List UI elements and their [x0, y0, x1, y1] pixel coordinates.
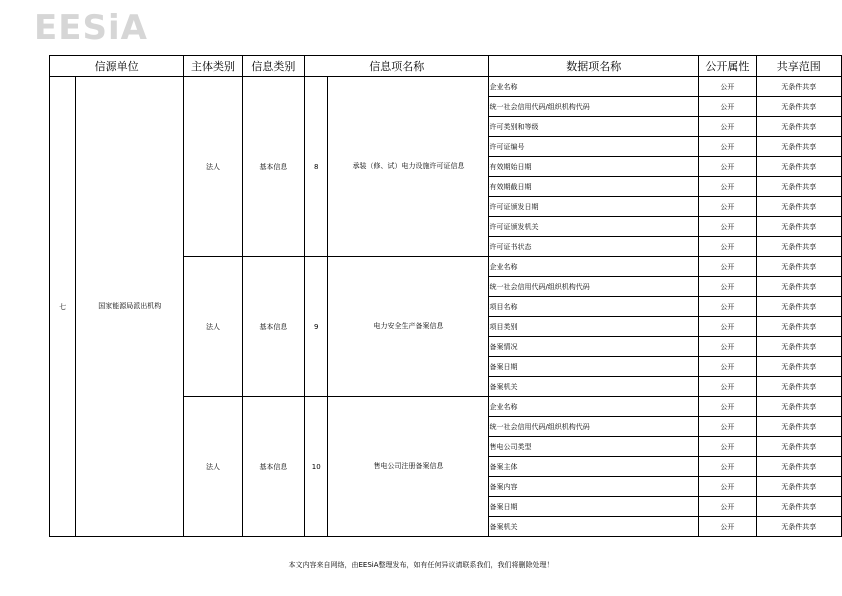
header-share-scope: 共享范围 — [756, 56, 841, 77]
header-info-item: 信息项名称 — [305, 56, 489, 77]
data-item-cell: 备案主体 — [489, 457, 699, 477]
public-attr-cell: 公开 — [699, 217, 756, 237]
data-item-cell: 许可类别和等级 — [489, 117, 699, 137]
data-item-cell: 备案内容 — [489, 477, 699, 497]
public-attr-cell: 公开 — [699, 357, 756, 377]
public-attr-cell: 公开 — [699, 337, 756, 357]
data-item-cell: 企业名称 — [489, 397, 699, 417]
public-attr-cell: 公开 — [699, 377, 756, 397]
eesia-logo: EESiA — [34, 8, 148, 48]
public-attr-cell: 公开 — [699, 117, 756, 137]
info-category-cell: 基本信息 — [242, 397, 304, 537]
share-scope-cell: 无条件共享 — [756, 397, 841, 417]
public-attr-cell: 公开 — [699, 477, 756, 497]
info-item-cell: 电力安全生产备案信息 — [328, 257, 489, 397]
public-attr-cell: 公开 — [699, 457, 756, 477]
share-scope-cell: 无条件共享 — [756, 157, 841, 177]
public-attr-cell: 公开 — [699, 417, 756, 437]
data-item-cell: 许可证颁发日期 — [489, 197, 699, 217]
public-attr-cell: 公开 — [699, 157, 756, 177]
public-attr-cell: 公开 — [699, 137, 756, 157]
share-scope-cell: 无条件共享 — [756, 217, 841, 237]
share-scope-cell: 无条件共享 — [756, 437, 841, 457]
data-item-cell: 企业名称 — [489, 257, 699, 277]
data-item-cell: 统一社会信用代码/组织机构代码 — [489, 277, 699, 297]
seq-cell: 8 — [305, 77, 328, 257]
data-item-cell: 统一社会信用代码/组织机构代码 — [489, 417, 699, 437]
source-unit-cell: 国家能源局派出机构 — [76, 77, 184, 537]
seq-cell: 10 — [305, 397, 328, 537]
public-attr-cell: 公开 — [699, 317, 756, 337]
share-scope-cell: 无条件共享 — [756, 177, 841, 197]
seq-cell: 9 — [305, 257, 328, 397]
public-attr-cell: 公开 — [699, 77, 756, 97]
public-attr-cell: 公开 — [699, 257, 756, 277]
header-source-unit: 信源单位 — [50, 56, 184, 77]
public-attr-cell: 公开 — [699, 517, 756, 537]
data-item-cell: 项目名称 — [489, 297, 699, 317]
share-scope-cell: 无条件共享 — [756, 237, 841, 257]
info-item-cell: 承装（修、试）电力设施许可证信息 — [328, 77, 489, 257]
share-scope-cell: 无条件共享 — [756, 137, 841, 157]
data-catalog-table — [49, 55, 842, 537]
public-attr-cell: 公开 — [699, 97, 756, 117]
public-attr-cell: 公开 — [699, 197, 756, 217]
public-attr-cell: 公开 — [699, 397, 756, 417]
share-scope-cell: 无条件共享 — [756, 277, 841, 297]
share-scope-cell: 无条件共享 — [756, 117, 841, 137]
index-cell: 七 — [50, 77, 76, 537]
public-attr-cell: 公开 — [699, 177, 756, 197]
data-item-cell: 许可证书状态 — [489, 237, 699, 257]
data-item-cell: 备案日期 — [489, 497, 699, 517]
data-item-cell: 统一社会信用代码/组织机构代码 — [489, 97, 699, 117]
header-public-attr: 公开属性 — [699, 56, 756, 77]
info-item-cell: 售电公司注册备案信息 — [328, 397, 489, 537]
public-attr-cell: 公开 — [699, 237, 756, 257]
header-info-category: 信息类别 — [242, 56, 304, 77]
share-scope-cell: 无条件共享 — [756, 497, 841, 517]
info-category-cell: 基本信息 — [242, 77, 304, 257]
data-item-cell: 企业名称 — [489, 77, 699, 97]
share-scope-cell: 无条件共享 — [756, 297, 841, 317]
data-item-cell: 许可证颁发机关 — [489, 217, 699, 237]
share-scope-cell: 无条件共享 — [756, 97, 841, 117]
public-attr-cell: 公开 — [699, 277, 756, 297]
share-scope-cell: 无条件共享 — [756, 417, 841, 437]
data-item-cell: 许可证编号 — [489, 137, 699, 157]
share-scope-cell: 无条件共享 — [756, 317, 841, 337]
data-item-cell: 备案日期 — [489, 357, 699, 377]
table-header-row — [50, 56, 842, 77]
footer-disclaimer: 本文内容来自网络，由EESiA整理发布，如有任何异议请联系我们，我们将删除处理！ — [288, 561, 554, 569]
data-item-cell: 备案情况 — [489, 337, 699, 357]
data-item-cell: 备案机关 — [489, 517, 699, 537]
data-item-cell: 备案机关 — [489, 377, 699, 397]
subject-type-cell: 法人 — [184, 77, 242, 257]
share-scope-cell: 无条件共享 — [756, 477, 841, 497]
public-attr-cell: 公开 — [699, 437, 756, 457]
share-scope-cell: 无条件共享 — [756, 457, 841, 477]
share-scope-cell: 无条件共享 — [756, 357, 841, 377]
info-category-cell: 基本信息 — [242, 257, 304, 397]
data-item-cell: 有效期始日期 — [489, 157, 699, 177]
public-attr-cell: 公开 — [699, 497, 756, 517]
share-scope-cell: 无条件共享 — [756, 77, 841, 97]
data-item-cell: 有效期截日期 — [489, 177, 699, 197]
public-attr-cell: 公开 — [699, 297, 756, 317]
subject-type-cell: 法人 — [184, 257, 242, 397]
share-scope-cell: 无条件共享 — [756, 517, 841, 537]
share-scope-cell: 无条件共享 — [756, 257, 841, 277]
share-scope-cell: 无条件共享 — [756, 337, 841, 357]
data-item-cell: 项目类别 — [489, 317, 699, 337]
header-data-item: 数据项名称 — [489, 56, 699, 77]
subject-type-cell: 法人 — [184, 397, 242, 537]
table-row — [50, 77, 842, 97]
share-scope-cell: 无条件共享 — [756, 197, 841, 217]
data-item-cell: 售电公司类型 — [489, 437, 699, 457]
share-scope-cell: 无条件共享 — [756, 377, 841, 397]
header-subject-type: 主体类别 — [184, 56, 242, 77]
